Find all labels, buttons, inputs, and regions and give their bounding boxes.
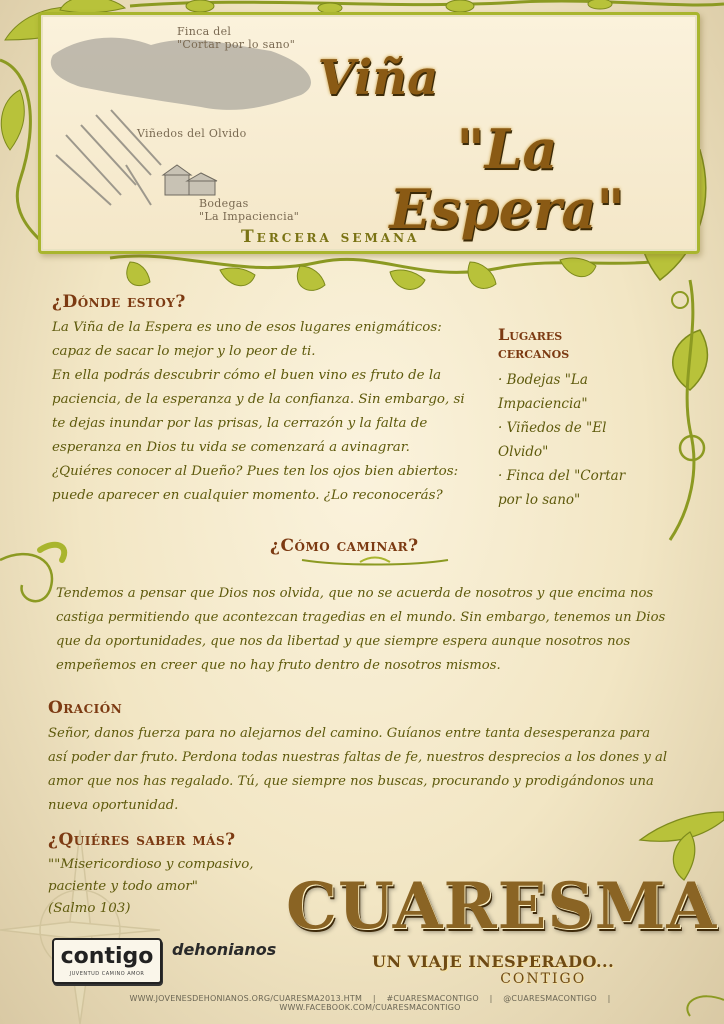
- contigo-logo: contigo JUVENTUD CAMINO AMOR: [52, 938, 162, 984]
- caminar-paragraph: Tendemos a pensar que Dios nos olvida, que no se acuerda de nosotros y que encima nos castiga permitiendo que acontezcan tragedias en el mundo. Sin embargo, tenemos un Dios que da oportunidades, que nos da libertad y que siempre espera aunque nosotros nos empeñemos en creer que no hay fruto dentro de nosotros mismos.: [56, 586, 666, 673]
- brand-tagline: UN VIAJE INESPERADO... CONTIGO: [372, 952, 615, 987]
- footer-links: WWW.JOVENESDEHONIANOS.ORG/CUARESMA2013.HTM | #CUARESMACONTIGO | @CUARESMACONTIGO | WWW.FACEBOOK.COM/CUARESMACONTIGO: [129, 994, 611, 1012]
- map-label-finca: Finca del "Cortar por lo sano": [177, 25, 296, 51]
- section-title-oracion: Oración: [48, 698, 123, 718]
- section-title-saber: ¿Quiéres saber más?: [48, 830, 236, 850]
- list-item: · Bodejas "La Impaciencia": [498, 372, 588, 412]
- section-title-caminar: ¿Cómo caminar?: [270, 536, 419, 556]
- week-label: Tercera semana: [241, 227, 420, 247]
- saber-quote: ""Misericordioso y compasivo, paciente y todo amor" (Salmo 103): [48, 857, 254, 916]
- list-item: · Viñedos de "El Olvido": [498, 420, 607, 460]
- footer-link-web[interactable]: WWW.JOVENESDEHONIANOS.ORG/CUARESMA2013.HTM: [129, 994, 363, 1003]
- page-title-line1: Viña: [317, 50, 439, 106]
- map-label-vinedos: Viñedos del Olvido: [137, 127, 247, 140]
- page-title-line2: "La Espera": [389, 117, 625, 241]
- bodegas-building-icon: [163, 165, 217, 195]
- flourish-icon: [300, 554, 450, 568]
- dehonianos-logo: dehonianos: [172, 940, 277, 959]
- section-title-donde: ¿Dónde estoy?: [52, 292, 186, 312]
- brand-title: CUARESMA: [286, 869, 718, 944]
- footer-link-facebook[interactable]: WWW.FACEBOOK.COM/CUARESMACONTIGO: [279, 1003, 461, 1012]
- lugares-list: [498, 368, 668, 512]
- footer-link-twitter[interactable]: @CUARESMACONTIGO: [503, 994, 597, 1003]
- list-item: · Finca del "Cortar por lo sano": [498, 468, 626, 508]
- footer-link-hashtag[interactable]: #CUARESMACONTIGO: [386, 994, 479, 1003]
- donde-paragraph: La Viña de la Espera es uno de esos lugares enigmáticos: capaz de sacar lo mejor y lo peor de ti. En ella podrás descubrir cómo el buen vino es fruto de la paciencia, de la esperanza y de la confianza. Sin embargo, si te dejas inundar por las prisas, la cerrazón y la falta de esperanza en Dios tu vida se comenzará a avinagrar. ¿Quiéres conocer al Dueño? Pues ten los ojos bien abiertos: puede aparecer en cualquier momento. ¿Lo reconocerás?: [52, 320, 465, 503]
- oracion-paragraph: Señor, danos fuerza para no alejarnos del camino. Guíanos entre tanta desesperanza para así poder dar fruto. Perdona todas nuestras faltas de fe, nuestros desprecios a los dones y al amor que nos has regalado. Tú, que siempre nos buscas, procurando y prodigándonos una nueva oportunidad.: [48, 726, 668, 813]
- lugares-title: Lugares cercanos: [498, 325, 570, 362]
- header-map-card: [38, 12, 700, 254]
- map-label-bodegas: Bodegas "La Impaciencia": [199, 197, 300, 223]
